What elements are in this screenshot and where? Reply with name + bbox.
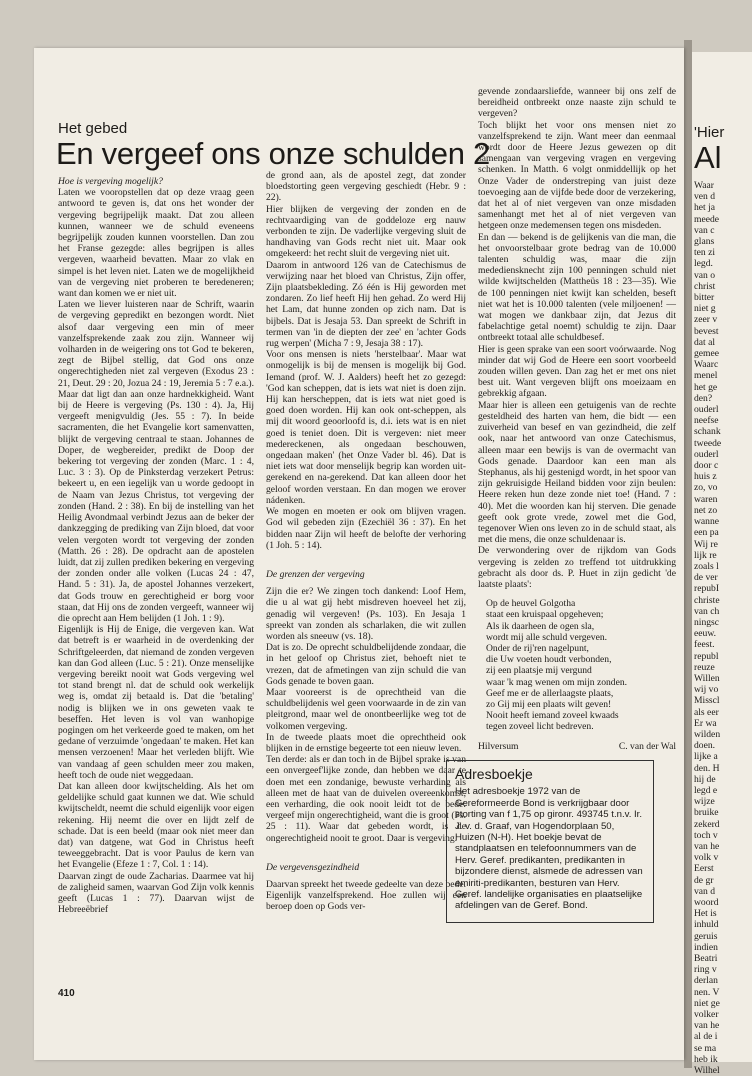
right-page-line: bruike <box>694 807 719 819</box>
poem-line: zo Gij mij een plaats wilt geven! <box>486 698 612 710</box>
article-title: En vergeef ons onze schulden 2 <box>56 136 490 171</box>
right-page-line: de ver <box>694 572 718 584</box>
right-page-line: nen. V <box>694 986 720 998</box>
right-page-line: Misscl <box>694 695 720 707</box>
right-page-line: Wij re <box>694 538 718 550</box>
paragraph: Laten we vooropstellen dat op deze vraag geen antwoord te geven is, dat ons het wonder der vergeving begrijpelijk maakt. Dat zou alleen kunnen, wanneer we de schuld eveneens begrijpelijk zouden kunnen voorstellen. Dan zou het Franse gezegde: alles begrijpen is alles vergeven, waarheid bevatten. Maar zo vlak en simpel is het leven niet. Laten we de mogelijkheid van de vergeving niet proberen te beredeneren; want dan komen we er niet uit. <box>58 187 254 300</box>
right-page-line: van c <box>694 224 715 236</box>
box-title: Adresboekje <box>455 766 533 782</box>
right-page-line: van ch <box>694 605 720 617</box>
right-page-line: tweede <box>694 437 722 449</box>
right-page-line: van he <box>694 1020 720 1032</box>
subhead: Hoe is vergeving mogelijk? <box>58 176 163 187</box>
right-page-line: hij de <box>694 773 716 785</box>
right-page-line: repubI <box>694 583 720 595</box>
article-kicker: Het gebed <box>58 120 128 137</box>
poem-line: wordt mij alle schuld vergeven. <box>486 631 608 643</box>
right-page-line: schank <box>694 426 721 438</box>
right-page-line: zeer v <box>694 314 718 326</box>
column-1 <box>58 176 254 915</box>
right-page-line: toch v <box>694 829 718 841</box>
poem <box>486 598 676 732</box>
left-page <box>34 48 684 1060</box>
right-page-line: wij vo <box>694 684 719 696</box>
page-number: 410 <box>58 988 75 999</box>
right-page-line: woord <box>694 897 719 908</box>
right-page-line: republ <box>694 650 719 662</box>
right-page-line: ouderl <box>694 448 719 460</box>
right-page-line: legd. <box>694 258 713 270</box>
paragraph: Eigenlijk is Hij de Enige, die vergeven kan. Wat dat betreft is er waarheid in de overdenking der Schriftgeleerden, dat niemand de zonden vergeven kan dan God alleen (Luc. 5 : 21). Onze menselijke vergeving bereikt nooit wat Gods vergeving wel tot stand brengt nl. dat de schuld ook werkelijk weg is, omdat zij betaald is. Dat die 'betaling' nodig is blijken we in ons geweten vaak te beseffen. Het leven is vol van wanhopige pogingen om het verkeerde goed te maken, om het gedane of verzuimde 'ongedaan' te maken. Het kan mensen verzoenen! Maar het verleden blijft. Wie van vandaag af geen schulden meer zou maken, heeft toch de oude niet weggedaan. <box>58 624 254 781</box>
right-page-line: menel <box>694 370 718 382</box>
right-page-line: bitter <box>694 292 715 304</box>
subhead: De vergevensgezindheid <box>266 861 360 873</box>
right-page-line: Eerst <box>694 863 714 875</box>
right-page-line: een pa <box>694 527 719 539</box>
paragraph: Ten derde: als er dan toch in de Bijbel sprake is van een onvergeef'lijke zonde, dan hebben we daar te doen met een zondanige, bewuste verharding als alleen met de haat van de duivelen overeenkomst, een verharding, die ook nooit leidt tot de bede: vergeef mijn ongerechtigheid, want die is groot (Ps. 25 : 11). Waar dat gebeden wordt, is de ongerechtigheid nooit te groot. Daar is vergeving. <box>266 754 466 844</box>
right-page-line: van o <box>694 269 716 281</box>
right-page-line: se ma <box>694 1042 717 1054</box>
right-page-line: ven d <box>694 191 716 203</box>
signature-author: C. van der Wal <box>618 740 676 752</box>
poem-line: staat een kruispaal opgeheven; <box>486 609 604 621</box>
paragraph: Dat is zo. De oprecht schuldbelijdende zondaar, die in het geloof op Christus ziet, behoeft niet te vrezen, dat de afmetingen van zijn schuld die van Gods genade te boven gaan. <box>266 642 466 687</box>
right-page-line: lijke a <box>694 751 718 763</box>
right-page-line: ouderl <box>694 404 719 416</box>
adresboekje-box <box>446 760 654 923</box>
poem-line: die Uw voeten houdt verbonden, <box>486 654 612 666</box>
right-page-title: Al <box>694 140 722 175</box>
right-page-line: den? <box>694 392 713 404</box>
poem-line: Als ik daarheen de ogen sla, <box>486 620 595 632</box>
paragraph: Laten we liever luisteren naar de Schrift, waarin de vergeving gepredikt en bezongen wordt. Niet alsof daar vergeving een min of meer vanzelfsprekende zaak zou zijn. Wanneer wij volharden in de weigering ons tot God te bekeren, zegt de Bijbel stellig, dat God ons onze ongerechtigheden niet zal vergeven (Exodus 23 : 21, Deut. 29 : 20, Jozua 24 : 19, Jeremia 5 : 7 e.a.). Maar dat ligt dan aan onze hardnekkigheid. Want bij de Heere is vergeving (Ps. 130 : 4). Ja, Hij vergeeft menigvuldig (Jes. 55 : 7). In beide sacramenten, die het Evangelie kort samenvatten, blijkt de vergeving centraal te staan. Johannes de Doper, de wegbereider, predikt de Doop der bekering tot vergeving der zonden (Marc. 1 : 4, Luc. 3 : 3). Op de Pinksterdag verzekert Petrus: bekeert u, en een iegelijk van u worde gedoopt in de Naam van Jezus Christus, tot vergeving der zonden (Hand. 2 : 38). En bij de instelling van het Heilig Avondmaal verbindt Jezus aan de beker der dankzegging de prediking van Zijn bloed, dat voor velen vergoten wordt tot vergeving der zonden (Matth. 26 : 28). De opdracht aan de apostelen luidt, dat zij zullen prediken bekering en vergeving der zonden onder alle volken (Lucas 24 : 47, Hand. 5 : 31). Ja, de apostel Johannes verzekert, dat Gods trouw en gerechtigheid er borg voor staan, dat Hij ons de zonden vergeeft, wanneer wij die oprecht aan Hem belijden (1 Joh. 1 : 9). <box>58 299 254 624</box>
signature-place: Hilversum <box>478 740 519 752</box>
column-3 <box>478 86 676 752</box>
right-page-line: Willen <box>694 672 720 684</box>
right-page-kicker: 'Hier <box>694 124 725 141</box>
right-page-line: wanne <box>694 516 720 528</box>
right-page-line: net zo <box>694 504 718 516</box>
right-page-line: christ <box>694 280 716 292</box>
poem-line: Onder de rij'ren nagelpunt, <box>486 642 589 654</box>
right-page-line: zekerd <box>694 818 720 830</box>
right-page-line: Beatri <box>694 953 718 965</box>
right-page-line: de gr <box>694 874 714 886</box>
right-page-line: ring v <box>694 964 717 976</box>
right-page-line: zo, vo <box>694 482 718 494</box>
paragraph: Voor ons mensen is niets 'herstelbaar'. Maar wat onmogelijk is bij de mensen is mogelijk bij God. Iemand (prof. W. J. Aalders) heeft het zo gezegd: 'God kan scheppen, dat is iets wat niet is doen zijn. Hij kan herscheppen, dat is iets wat niet goed is goed doen worden. Hij kan ook ont-scheppen, als mij dit woord geoorloofd is, d.i. iets wat is en niet goed is teniet doen. Dit is vergeven: niet meer medereckenen, als ongedaan beschouwen, ongedaan maken' (het Onze Vader bl. 46). Dat is niet iets wat door menselijk begrip kan worden uit-gerekend en na-gerekend. Dat kan alleen door het geloof worden verstaan. En dan mogen we erover nádenken. <box>266 349 466 506</box>
poem-line: waar 'k mag wenen om mijn zonden. <box>486 676 628 688</box>
paragraph: Hier is geen sprake van een soort voórwaarde. Nog minder dat wij God de Heere een soort voorbeeld zouden willen geven. Dan zag het er met ons niet best uit. Want vergeven blijft ons moeizaam en gebrekkig afgaan. <box>478 343 676 400</box>
right-page-line: door c <box>694 460 719 472</box>
right-page-line: het ja <box>694 202 716 214</box>
right-page-line: wilden <box>694 728 721 740</box>
right-page-line: van he <box>694 840 720 852</box>
paragraph: Daarom in antwoord 126 van de Catechismus de verwijzing naar het bloed van Christus, Zijn offer, Zijn plaatsbekleding. Zó één is Hij geworden met zondaren. Zo lief heeft Hij hen gehad. Zo werd Hij het Lam, dat hunne zonden op zich nam. Dat is bijbels. Dat is Jesaja 53. Dan spreekt de Schrift in termen van 'in de diepten der zee' en 'achter Gods rug werpen' (Micha 7 : 9, Jesaja 38 : 17). <box>266 259 466 350</box>
right-page-line: legd e <box>694 784 718 796</box>
right-page-line: wijze <box>694 796 715 808</box>
right-page-line: dat al <box>694 336 716 348</box>
paragraph: gevende zondaarsliefde, wanneer bij ons zelf de bereidheid ontbreekt onze naaste zijn schuld te vergeven? <box>478 86 676 120</box>
paragraph: We mogen en moeten er ook om blijven vragen. God wil gebeden zijn (Ezechiël 36 : 37). En het bidden naar Zijn wil heeft de belofte der verhoring (1 Joh. 5 : 14). <box>266 506 466 551</box>
right-page-line: Wilhel <box>694 1065 720 1076</box>
right-page <box>692 52 752 1076</box>
paragraph: Toch blijkt het voor ons mensen niet zo vanzelfsprekend te zijn. Want meer dan eenmaal wordt door de Heere Jezus gewezen op dit samengaan van vergeving vragen en vergeving schenken. In Matth. 6 volgt onmiddellijk op het Onze Vader de onderstreping van juist deze toevoeging aan de vijfde bede door de verzekering, dat het al of niet vergeven van onze misdaden samenhangt met het al of niet vergeven van hetgeen onze medemensen tegen ons misdeden. <box>478 119 676 232</box>
right-page-line: Waar <box>694 180 714 191</box>
right-page-line: volk v <box>694 852 719 864</box>
poem-line: Nooit heeft iemand zoveel kwaads <box>486 710 619 722</box>
paragraph: Daarvan spreekt het tweede gedeelte van deze bede. Eigenlijk vanzelfsprekend. Hoe zullen wij een beroep doen op Gods ver- <box>266 878 466 913</box>
paragraph: De verwondering over de rijkdom van Gods vergeving is zelden zo treffend tot uitdrukking gebracht als door ds. P. Huet in zijn gedicht 'de laatste plaats': <box>478 545 676 590</box>
paragraph: In de tweede plaats moet die oprechtheid ook blijken in de ernstige begeerte tot een nieuw leven. <box>266 731 466 754</box>
right-page-text <box>694 180 721 1076</box>
right-page-line: als eer <box>694 706 719 718</box>
poem-line: tegen zoveel licht bedreven. <box>486 721 594 733</box>
right-page-line: ten zi <box>694 247 716 259</box>
right-page-line: lijk re <box>694 549 717 561</box>
right-page-line: Er wa <box>694 717 717 729</box>
right-page-line: huis z <box>694 471 717 483</box>
right-page-line: volker <box>694 1009 719 1021</box>
column-2 <box>266 170 466 913</box>
right-page-line: meede <box>694 213 720 225</box>
right-page-line: van d <box>694 885 716 897</box>
right-page-line: heb ik <box>694 1053 718 1065</box>
poem-line: zij een plaatsje mij vergund <box>486 665 592 677</box>
right-page-line: niet ge <box>694 997 720 1009</box>
right-page-line: feest. <box>694 639 715 651</box>
paragraph: de grond aan, als de apostel zegt, dat zonder bloedstorting geen vergeving geschiedt (Hebr. 9 : 22). <box>266 170 466 204</box>
right-page-line: Waarc <box>694 359 719 371</box>
paragraph: En dan — bekend is de gelijkenis van die man, die het onvoorstelbaar grote bedrag van de 10.000 talenten schuldig was, maar die zijn medediensknecht zijn 100 penningen schuld niet wilde kwijtschelden (Mattheüs 18 : 23—35). Wie de 100 penningen niet kwijt kan schelden, beseft niet wat het is 10.000 talenten (vele miljoenen! — wat mogen we dankbaar zijn, dat Jezus dit fabelachtige getal noemt) schuldig te zijn. Daar ontbreekt totaal alle schuldbesef. <box>478 231 676 344</box>
paragraph: Hier blijken de vergeving der zonden en de rechtvaardiging van de goddeloze erg nauw verbonden te zijn. De vaderlijke vergeving sluit de handhaving van Gods recht niet uit. Maar ook omgekeerd: het recht sluit de vergeving niet uit. <box>266 203 466 260</box>
right-page-line: ningsc <box>694 616 720 628</box>
right-page-line: inhuld <box>694 919 719 931</box>
right-page-line: zoals l <box>694 560 719 572</box>
right-page-line: indien <box>694 941 718 953</box>
right-page-line: glans <box>694 236 715 248</box>
paragraph: Maar vooreerst is de oprechtheid van die schuldbelijdenis wel geen voorwaarde in de zin van pleitgrond, maar wel de onontbeerlijke weg tot de volkomen vergeving. <box>266 686 466 732</box>
right-page-line: christe <box>694 594 720 606</box>
right-page-line: het ge <box>694 381 718 393</box>
right-page-line: bevest <box>694 325 719 337</box>
book-gutter <box>684 40 692 1068</box>
paragraph: Dat kan alleen door kwijtschelding. Als het om geldelijke schuld gaat kunnen we dat. Wie schuld kwijtscheldt, neemt die schuld eigenlijk voor eigen rekening. Hij neemt die over en lijdt zelf de schade. Dat is een beeld (maar ook niet meer dan dat) van datgene, wat God in Christus heeft teweeggebracht. Dat is voor Paulus de kern van het Evangelie (Efeze 1 : 7, Col. 1 : 14). <box>58 780 254 871</box>
box-text: Het adresboekje 1972 van de Gereformeerde Bond is verkrijgbaar door storting van f 1,75 op gironr. 493745 t.n.v. Ir. J. v. d. Graaf, van Hogendorplaan 50, Huizen (N-H). Het boekje bevat de standplaatsen en telefoonnummers van de Herv. Geref. predikanten, predikanten in bijzondere dienst, alsmede de adressen van emiriti-predikanten, besturen van Herv. Geref. landelijke organisaties en plaatselijke afdelingen van de Geref. Bond. <box>455 786 643 912</box>
right-page-line: reuze <box>694 661 715 673</box>
right-page-line: gemee <box>694 348 720 360</box>
right-page-line: doen. <box>694 740 716 752</box>
paragraph: Daarvan zingt de oude Zacharias. Daarmee vat hij de zaligheid samen, waarvan God Zijn volk kennis geeft (Lucas 1 : 77). Daarvan wijst de Hebreeëbrief <box>58 870 254 916</box>
signature <box>478 741 676 752</box>
right-page-line: neefse <box>694 415 719 427</box>
right-page-line: den. H <box>694 762 720 774</box>
right-page-line: niet g <box>694 303 716 315</box>
paragraph: Maar hier is alleen een getuigenis van de rechte gesteldheid des harten van hem, die bidt — een zuiverheid van besef en van gezindheid, die zelf ook, naar het antwoord van onze Catechismus, alleen maar een bewijs is van de overmacht van Gods genade. Daardoor kan een man als Stephanus, als hij gestenigd wordt, in het spoor van zijn gekruisigde Heiland bidden voor zijn beulen: Heere reken hun deze zonde niet toe! (Hand. 7 : 40). Met die woorden kan hij sterven. Die genade geeft ook grote vrede, zowel met die God, tegenover Wien ons leven zo in de schuld staat, als met die mens, die onze schuldenaar is. <box>478 399 676 546</box>
poem-line: Op de heuvel Golgotha <box>486 598 576 610</box>
subhead: De grenzen der vergeving <box>266 568 365 580</box>
right-page-line: derlan <box>694 975 718 987</box>
paragraph: Zijn die er? We zingen toch dankend: Loof Hem, die u al wat gij hebt misdreven hoeveel het zij, genadig wil vergeven! (Ps. 103). En Jesaja 1 spreekt van zonden als scharlaken, die wit zullen worden als sneeuw (vs. 18). <box>266 586 466 642</box>
poem-line: Geef me er de allerlaagste plaats, <box>486 687 614 699</box>
right-page-line: al de i <box>694 1031 718 1043</box>
right-page-line: eeuw. <box>694 628 717 640</box>
right-page-line: geruis <box>694 930 718 942</box>
right-page-line: waren <box>694 493 718 505</box>
right-page-line: Het is <box>694 908 717 920</box>
